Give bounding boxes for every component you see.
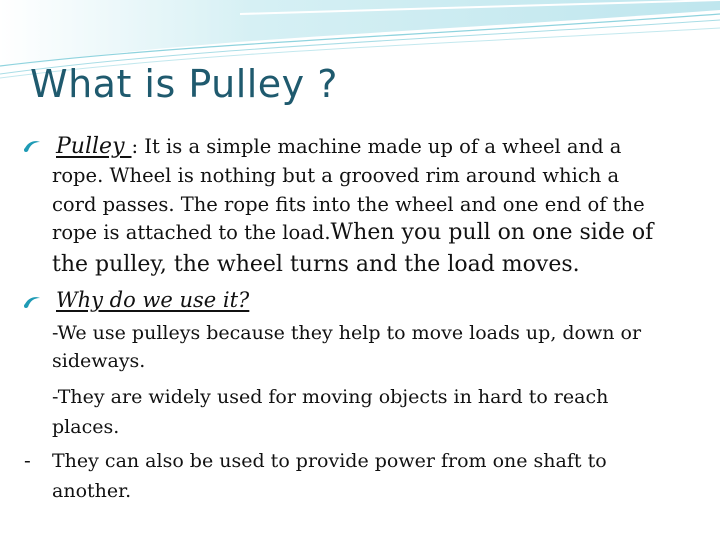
- bullet1-line2: rope. Wheel is nothing but a grooved rim around which a: [52, 164, 620, 187]
- bullet1-line4b: When you pull on one side of: [330, 220, 654, 245]
- bullet2-heading: [56, 288, 249, 312]
- bullet1-line1: [56, 134, 621, 159]
- bullet1-line3: cord passes. The rope fits into the wheel and one end of the: [52, 193, 645, 216]
- bullet1-line4a: rope is attached to the load.: [52, 221, 331, 244]
- bullet1-line5: the pulley, the wheel turns and the load moves.: [52, 252, 580, 277]
- bullet2-line2: sideways.: [52, 350, 146, 372]
- bullet1-line4: [52, 220, 653, 245]
- bullet2-line3: -They are widely used for moving objects in hard to reach: [52, 386, 609, 408]
- bullet2-line4: places.: [52, 416, 120, 438]
- dash-marker: -: [24, 448, 31, 472]
- bullet2-line5: They can also be used to provide power from one shaft to: [52, 450, 607, 472]
- why-heading: Why do we use it?: [56, 288, 250, 312]
- bullet2-line1: -We use pulleys because they help to move loads up, down or: [52, 322, 642, 344]
- pulley-term: Pulley: [56, 134, 132, 159]
- bullet-swoosh-icon: [22, 294, 42, 310]
- bullet-swoosh-icon: [22, 138, 42, 154]
- bullet2-line6: another.: [52, 480, 132, 502]
- pulley-definition-start: : It is a simple machine made up of a wheel and a: [131, 135, 622, 158]
- page-title: What is Pulley ?: [30, 62, 338, 106]
